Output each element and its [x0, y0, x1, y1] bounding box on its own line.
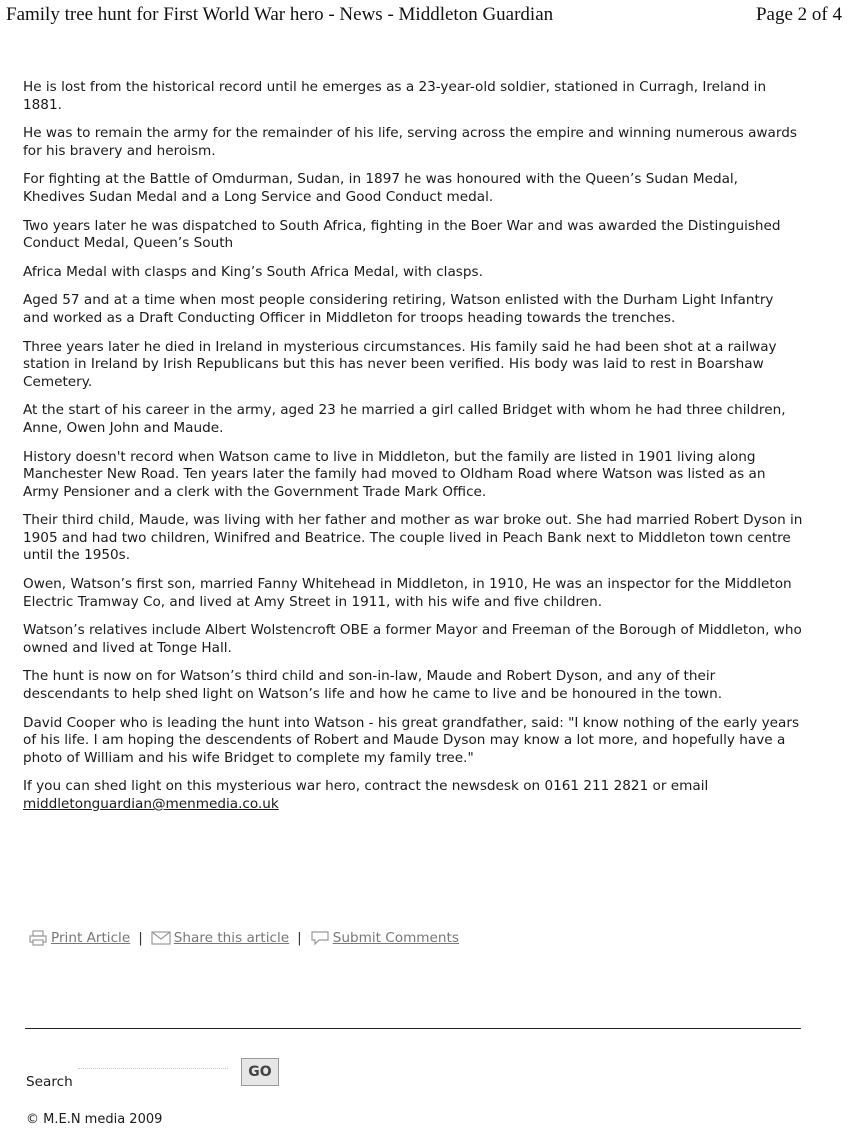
envelope-icon[interactable]	[151, 930, 171, 946]
search-label: Search	[26, 1074, 73, 1090]
paragraph: For fighting at the Battle of Omdurman, Sudan, in 1897 he was honoured with the Queen’s Sudan Medal, Khedives Sudan Medal and a Long Service and Good Conduct medal.	[23, 171, 739, 205]
submit-comments-link[interactable]: Submit Comments	[332, 930, 459, 946]
share-article-link[interactable]: Share this article	[173, 930, 290, 946]
paragraph: He was to remain the army for the remainder of his life, serving across the empire and winning numerous awards for his bravery and heroism.	[23, 125, 797, 159]
contact-text: If you can shed light on this mysterious war hero, contract the newsdesk on 0161 211 2821 or email	[23, 778, 709, 795]
separator: |	[297, 930, 302, 946]
paragraph: Two years later he was dispatched to South Africa, fighting in the Boer War and was awarded the Distinguished Conduct Medal, Queen’s South	[23, 217, 781, 252]
search-input[interactable]	[78, 1068, 228, 1089]
article-actions	[28, 930, 459, 946]
print-article-link[interactable]: Print Article	[51, 930, 131, 946]
paragraph: Watson’s relatives include Albert Wolstencroft OBE a former Mayor and Freeman of the Borough of Middleton, who owned and lived at Tonge Hall.	[23, 622, 802, 656]
paragraph: Their third child, Maude, was living with her father and mother as war broke out. She had married Robert Dyson in 1905 and had two children, Winifred and Beatrice. The couple lived in Peach Bank next to Middleton town centre until the 1950s.	[23, 512, 803, 564]
printer-icon[interactable]	[28, 930, 48, 946]
article-body	[23, 79, 803, 825]
paragraph: Three years later he died in Ireland in mysterious circumstances. His family said he had been shot at a railway station in Ireland by Irish Republicans but this has never been verified. His body was laid to rest in Boarshaw Cemetery.	[23, 338, 777, 390]
page-title: Family tree hunt for First World War hero - News - Middleton Guardian	[6, 4, 554, 25]
paragraph: History doesn't record when Watson came to live in Middleton, but the family are listed in 1901 living along Manchester New Road. Ten years later the family had moved to Oldham Road where Watson was listed as an Army Pensioner and a clerk with the Government Trade Mark Office.	[23, 448, 766, 500]
paragraph: The hunt is now on for Watson’s third child and son-in-law, Maude and Robert Dyson, and any of their descendants to help shed light on Watson’s life and how he came to live and be honoured in the town.	[23, 668, 723, 703]
contact-paragraph	[23, 778, 803, 813]
paragraph: David Cooper who is leading the hunt into Watson - his great grandfather, said: "I know nothing of the early years of his life. I am hoping the descendents of Robert and Maude Dyson may know a lot more, and hopefully have a photo of William and his wife Bridget to complete my family tree."	[23, 714, 800, 766]
paragraph: He is lost from the historical record until he emerges as a 23-year-old soldier, stationed in Curragh, Ireland in 1881.	[23, 79, 767, 113]
paragraph: Aged 57 and at a time when most people considering retiring, Watson enlisted with the Durham Light Infantry and worked as a Draft Conducting Officer in Middleton for troops heading towards the trenches.	[23, 292, 774, 326]
paragraph: Owen, Watson’s first son, married Fanny Whitehead in Middleton, in 1910, He was an inspector for the Middleton Electric Tramway Co, and lived at Amy Street in 1911, with his wife and five children.	[23, 576, 792, 610]
copyright: © M.E.N media 2009	[26, 1112, 163, 1127]
email-link[interactable]: middletonguardian@menmedia.co.uk	[23, 796, 279, 812]
paragraph: At the start of his career in the army, aged 23 he married a girl called Bridget with whom he had three children, Anne, Owen John and Maude.	[23, 402, 786, 436]
separator: |	[138, 930, 143, 946]
paragraph: Africa Medal with clasps and King’s South Africa Medal, with clasps.	[23, 263, 483, 280]
speech-bubble-icon[interactable]	[310, 930, 330, 946]
go-button[interactable]: GO	[241, 1058, 279, 1086]
divider	[25, 1028, 801, 1029]
page-number: Page 2 of 4	[755, 4, 842, 25]
